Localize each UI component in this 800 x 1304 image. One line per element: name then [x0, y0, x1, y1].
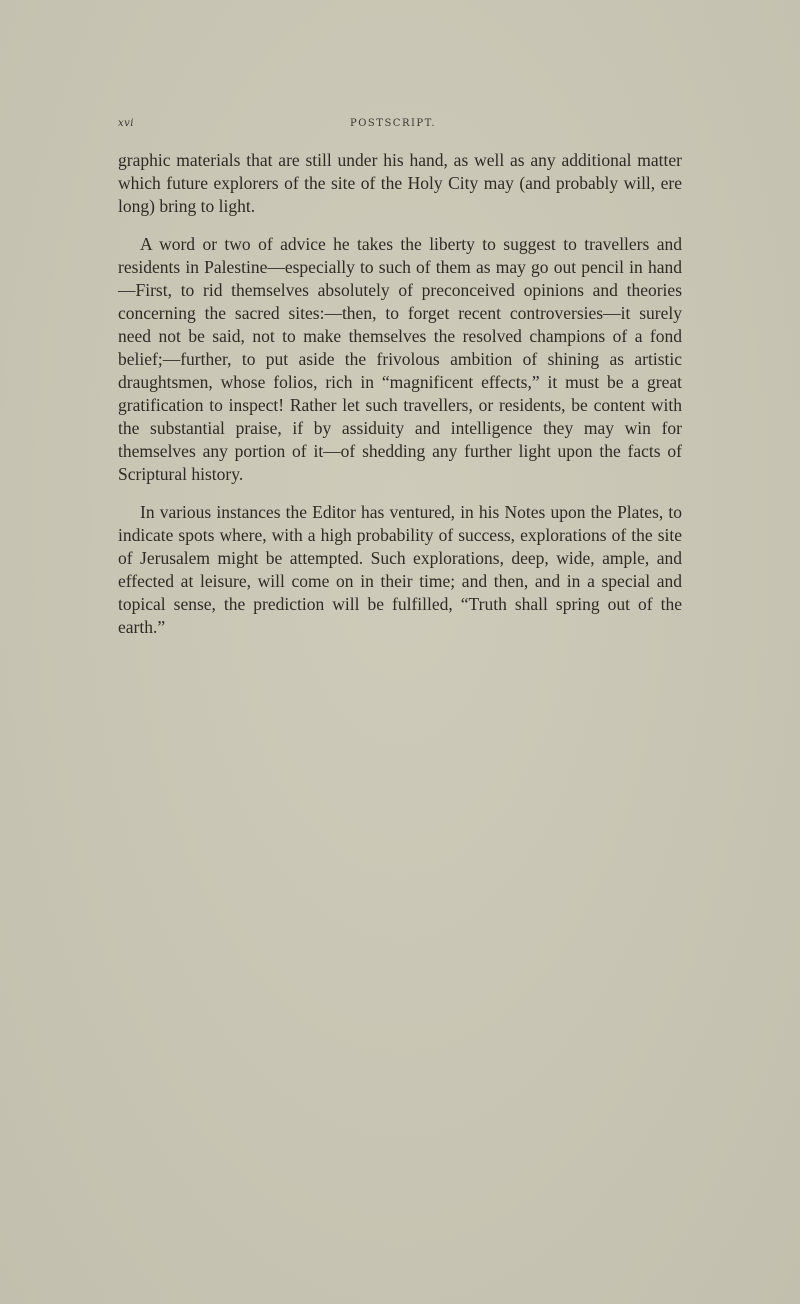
paragraph-explorations: In various instances the Editor has ventured, in his Notes upon the Plates, to indicate spots where, with a high probability of success, explorations of the site of Jerusalem might be attempted. Such explorations, deep, wide, ample, and effected at leisure, will come on in their time; and then, and in a special and topical sense, the prediction will be fulfilled, “Truth shall spring out of the earth.”: [118, 502, 682, 637]
running-title: POSTSCRIPT.: [350, 118, 437, 129]
body-text: [118, 149, 682, 639]
paragraph-continued: graphic materials that are still under his hand, as well as any additional matter which future explorers of the site of the Holy City may (and probably will, ere long) bring to light.: [118, 150, 682, 216]
paragraph-advice: A word or two of advice he takes the liberty to suggest to travellers and residents in Palestine—especially to such of them as may go out pencil in hand—First, to rid themselves absolutely of preconceived opinions and theories concerning the sacred sites:—then, to forget recent controversies—it surely need not be said, not to make themselves the resolved champions of a fond belief;—further, to put aside the frivolous ambition of shining as artistic draughtsmen, whose folios, rich in “magnificent effects,” it must be a great gratification to inspect! Rather let such travellers, or residents, be content with the substantial praise, if by assiduity and intelligence they may win for themselves any portion of it—of shedding any further light upon the facts of Scriptural history.: [118, 234, 682, 484]
page-number: xvi: [118, 118, 134, 129]
page-header: [118, 118, 682, 136]
